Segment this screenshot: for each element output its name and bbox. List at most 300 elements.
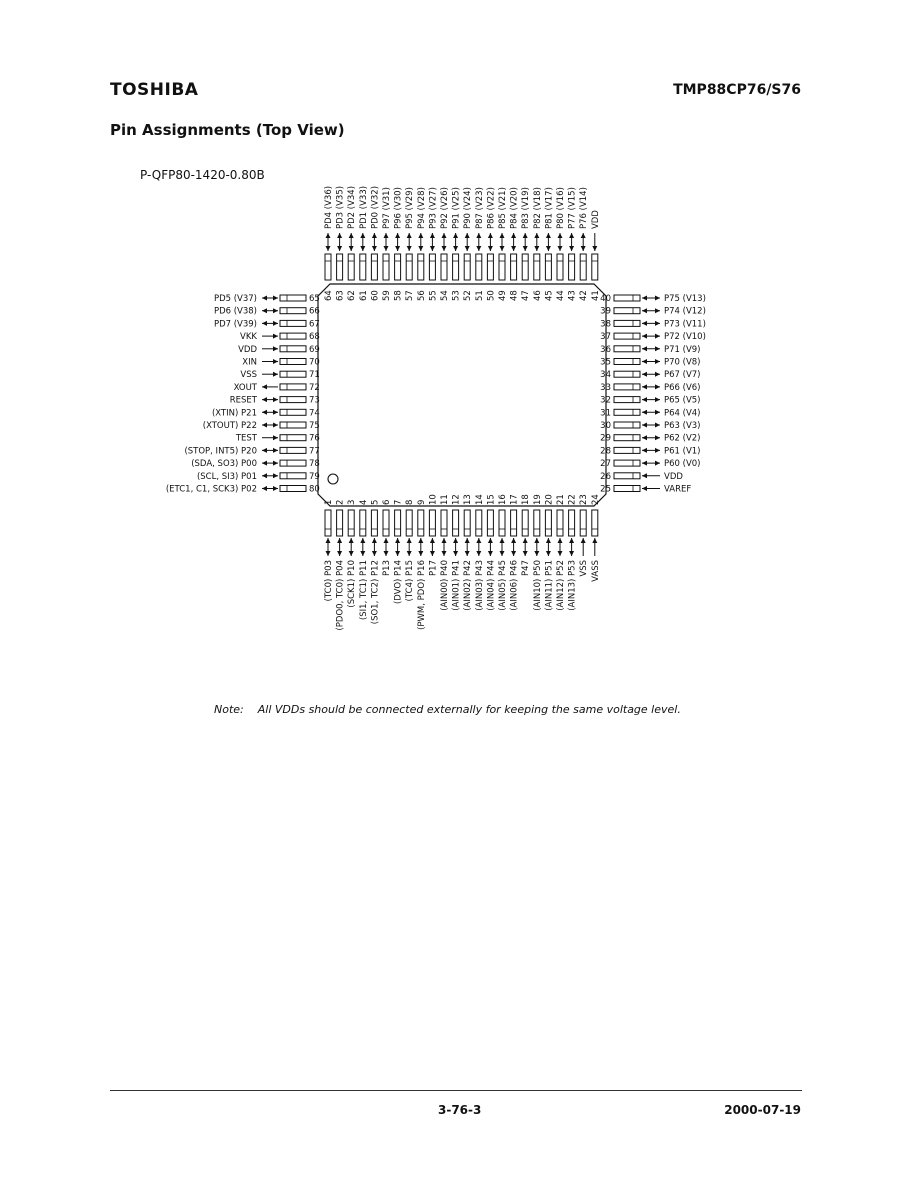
pin-lead (325, 254, 331, 280)
pin-lead (429, 254, 435, 280)
arrow-head (384, 538, 389, 543)
pin-lead (487, 510, 493, 536)
pin-label: P94 (V28) (416, 187, 427, 229)
pin-label: PD6 (V38) (213, 306, 257, 317)
pin-number: 55 (428, 290, 439, 301)
pin-lead (383, 254, 389, 280)
pin-number: 46 (532, 290, 543, 301)
pin-lead (614, 320, 640, 326)
pin-number: 62 (347, 290, 358, 301)
pin-lead (614, 371, 640, 377)
pin-label: P73 (V11) (664, 319, 706, 330)
pin-number: 23 (579, 494, 590, 505)
pin-lead (453, 254, 459, 280)
arrow-head (262, 321, 267, 326)
pin-label: P97 (V31) (382, 187, 392, 229)
arrow-head (273, 486, 278, 491)
arrow-head (360, 551, 365, 556)
pin-number: 10 (428, 494, 439, 505)
arrow-head (655, 384, 660, 389)
pin-lead (406, 254, 412, 280)
pin-label: (PDO0, TC0) P04 (335, 560, 346, 631)
arrow-head (546, 551, 551, 556)
arrow-head (337, 551, 342, 556)
footer-rule (110, 1090, 802, 1091)
pin-label: (DVO) P14 (393, 560, 404, 605)
arrow-head (500, 246, 505, 251)
pin-label: (AIN05) P45 (498, 560, 508, 611)
pin-lead (406, 510, 412, 536)
pin-lead (280, 371, 306, 377)
arrow-head (476, 246, 481, 251)
arrow-head (511, 551, 516, 556)
pin-number: 67 (309, 319, 320, 330)
arrow-head (642, 448, 647, 453)
arrow-head (273, 372, 278, 377)
pin-number: 17 (509, 494, 520, 505)
arrow-head (500, 538, 505, 543)
pin-label: (SCK1) P10 (347, 560, 358, 608)
arrow-head (592, 246, 597, 251)
pin-lead (522, 254, 528, 280)
pin-lead (580, 510, 586, 536)
pin-number: 39 (600, 306, 611, 317)
pin-lead (614, 422, 640, 428)
pin-lead (395, 510, 401, 536)
pin-label: P74 (V12) (664, 306, 706, 317)
pin-lead (592, 254, 598, 280)
arrow-head (511, 233, 516, 238)
arrow-head (349, 551, 354, 556)
pin-label: (SI1, TC1) P11 (358, 560, 369, 621)
arrow-head (337, 233, 342, 238)
pin-label: P86 (V22) (486, 187, 497, 229)
arrow-head (349, 246, 354, 251)
arrow-head (655, 435, 660, 440)
pin-label: PD3 (V35) (335, 185, 346, 229)
pin-number: 33 (600, 382, 611, 393)
pin-lead (348, 510, 354, 536)
arrow-head (569, 551, 574, 556)
part-number: TMP88CP76/S76 (673, 82, 801, 98)
pin-lead (580, 254, 586, 280)
arrow-head (642, 346, 647, 351)
pin-label: P47 (521, 560, 532, 576)
arrow-head (465, 551, 470, 556)
pin-label: P83 (V19) (521, 187, 532, 229)
pin-lead (545, 510, 551, 536)
arrow-head (262, 384, 267, 389)
arrow-head (360, 246, 365, 251)
arrow-head (655, 410, 660, 415)
arrow-head (655, 296, 660, 301)
pin-number: 7 (393, 499, 404, 505)
arrow-head (407, 551, 412, 556)
pin-label: VDD (664, 471, 683, 482)
arrow-head (273, 397, 278, 402)
pin-number: 80 (309, 484, 320, 495)
pin-number: 13 (463, 494, 474, 505)
arrow-head (500, 233, 505, 238)
pin-label: VKK (240, 332, 257, 343)
arrow-head (534, 233, 539, 238)
pin-lead (348, 254, 354, 280)
arrow-head (407, 246, 412, 251)
pin-lead (360, 510, 366, 536)
arrow-head (642, 423, 647, 428)
pin-lead (557, 254, 563, 280)
pin-number: 69 (309, 344, 320, 355)
arrow-head (337, 246, 342, 251)
pin-number: 58 (393, 290, 404, 301)
pin-lead (280, 460, 306, 466)
pin-number: 44 (556, 290, 566, 301)
arrow-head (395, 246, 400, 251)
pin-lead (280, 308, 306, 314)
pin-label: (AIN01) P41 (451, 560, 462, 611)
pin-number: 5 (370, 499, 381, 505)
pin-label: (SDA, SO3) P00 (191, 459, 257, 470)
arrow-head (511, 538, 516, 543)
page-number: 3-76-3 (438, 1103, 482, 1117)
pin-label: PD7 (V39) (213, 319, 257, 330)
pin-label: (AIN11) P51 (544, 560, 555, 611)
pin-label: P84 (V20) (509, 187, 520, 229)
pin-lead (614, 409, 640, 415)
arrow-head (488, 233, 493, 238)
pin-lead (592, 510, 598, 536)
arrow-head (488, 538, 493, 543)
arrow-head (546, 246, 551, 251)
pin-lead (511, 254, 517, 280)
arrow-head (273, 308, 278, 313)
pin-label: (AIN04) P44 (486, 560, 497, 611)
arrow-head (569, 246, 574, 251)
pin-label: P87 (V23) (474, 187, 485, 229)
arrow-head (655, 321, 660, 326)
pin-number: 50 (486, 290, 497, 301)
arrow-head (326, 233, 331, 238)
arrow-head (642, 461, 647, 466)
arrow-head (273, 321, 278, 326)
arrow-head (326, 246, 331, 251)
pin-number: 66 (309, 306, 320, 317)
pin-lead (418, 510, 424, 536)
pin-number: 42 (579, 290, 590, 301)
pin-number: 73 (309, 395, 320, 406)
pin-number: 52 (463, 290, 474, 301)
pin-lead (569, 254, 575, 280)
arrow-head (407, 233, 412, 238)
pin-number: 63 (335, 290, 346, 301)
brand-logo: TOSHIBA (110, 80, 199, 100)
pin-label: (SCL, SI3) P01 (196, 471, 257, 482)
arrow-head (442, 233, 447, 238)
pin-lead (280, 295, 306, 301)
pin-lead (545, 254, 551, 280)
arrow-head (642, 486, 647, 491)
arrow-head (453, 246, 458, 251)
arrow-head (655, 359, 660, 364)
arrow-head (372, 246, 377, 251)
pin-label: (AIN06) P46 (509, 560, 520, 611)
arrow-head (262, 448, 267, 453)
pin-label: P93 (V27) (428, 187, 439, 229)
pin-lead (534, 254, 540, 280)
pin-label: (AIN03) P43 (474, 560, 485, 611)
arrow-head (384, 551, 389, 556)
arrow-head (262, 410, 267, 415)
pin-label: P63 (V3) (664, 421, 701, 431)
pin-number: 68 (309, 332, 320, 343)
pin-label: PD2 (V34) (347, 185, 358, 229)
arrow-head (642, 384, 647, 389)
arrow-head (262, 461, 267, 466)
pin-lead (614, 447, 640, 453)
pin-number: 32 (600, 395, 611, 406)
pin-lead (280, 346, 306, 352)
pin-number: 14 (474, 494, 485, 505)
pin-number: 77 (309, 446, 320, 457)
pin-lead (280, 422, 306, 428)
pin-number: 37 (600, 332, 611, 343)
pin-number: 54 (440, 290, 450, 301)
arrow-head (273, 461, 278, 466)
pin-number: 60 (370, 290, 381, 301)
pin-label: (AIN12) P52 (556, 560, 566, 611)
pin-label: VSS (579, 560, 590, 577)
pin-number: 28 (600, 446, 611, 457)
pin-label: (AIN10) P50 (532, 560, 543, 611)
pin-number: 27 (600, 459, 611, 470)
pin-lead (280, 473, 306, 479)
pin-label: VAREF (664, 484, 692, 495)
pin-label: (XTOUT) P22 (202, 421, 257, 431)
pin-lead (511, 510, 517, 536)
arrow-head (453, 233, 458, 238)
arrow-head (262, 423, 267, 428)
pin-lead (614, 486, 640, 492)
pin-label: P60 (V0) (664, 459, 701, 470)
arrow-head (655, 346, 660, 351)
pin-lead (441, 254, 447, 280)
arrow-head (372, 551, 377, 556)
pin-label: P95 (V29) (405, 187, 416, 229)
arrow-head (453, 538, 458, 543)
pin-label: VDD (238, 344, 257, 355)
arrow-head (453, 551, 458, 556)
pin-number: 19 (532, 494, 543, 505)
pin-number: 11 (440, 494, 450, 505)
pin-lead (499, 510, 505, 536)
arrow-head (360, 538, 365, 543)
pin-number: 4 (358, 499, 369, 505)
arrow-head (642, 410, 647, 415)
pin-number: 30 (600, 421, 611, 431)
pin-lead (371, 510, 377, 536)
pin-number: 1 (324, 499, 334, 505)
pin-label: (STOP, INT5) P20 (184, 446, 257, 457)
pin-label: (XTIN) P21 (211, 408, 257, 419)
arrow-head (273, 296, 278, 301)
pin-lead (569, 510, 575, 536)
arrow-head (384, 246, 389, 251)
arrow-head (418, 246, 423, 251)
pin-number: 70 (309, 357, 320, 368)
pin-label: VDD (590, 210, 601, 229)
arrow-head (642, 321, 647, 326)
pin-number: 78 (309, 459, 320, 470)
arrow-head (442, 551, 447, 556)
arrow-head (558, 538, 563, 543)
pin-label: RESET (229, 395, 257, 406)
arrow-head (558, 551, 563, 556)
pin-lead (383, 510, 389, 536)
arrow-head (430, 551, 435, 556)
pin-label: VASS (590, 560, 601, 582)
pin-label: (ETC1, C1, SCK3) P02 (165, 484, 257, 495)
pin-number: 43 (567, 290, 578, 301)
arrow-head (465, 538, 470, 543)
arrow-head (642, 296, 647, 301)
pin-number: 59 (382, 290, 392, 301)
pin-label: PD0 (V32) (370, 185, 381, 229)
pin-number: 21 (556, 494, 566, 505)
note (214, 703, 681, 716)
pin-label: XIN (242, 357, 257, 368)
pin-number: 51 (474, 290, 485, 301)
pin-lead (522, 510, 528, 536)
pin-label: P85 (V21) (498, 187, 508, 229)
pin-label: (AIN00) P40 (440, 560, 450, 611)
arrow-head (326, 551, 331, 556)
pin-number: 31 (600, 408, 611, 419)
pin-number: 49 (498, 290, 508, 301)
pin-number: 36 (600, 344, 611, 355)
arrow-head (442, 538, 447, 543)
pin-label: P64 (V4) (664, 408, 701, 419)
arrow-head (262, 397, 267, 402)
pin-lead (280, 447, 306, 453)
arrow-head (488, 246, 493, 251)
arrow-head (465, 246, 470, 251)
pin-number: 6 (382, 499, 392, 505)
arrow-head (326, 538, 331, 543)
pin-lead (418, 254, 424, 280)
pin-number: 18 (521, 494, 532, 505)
pin-number: 8 (405, 499, 416, 505)
arrow-head (395, 551, 400, 556)
arrow-head (372, 233, 377, 238)
arrow-head (273, 334, 278, 339)
pin1-marker (328, 474, 338, 484)
pin-label: P17 (428, 560, 439, 576)
pin-label: (SO1, TC2) P12 (370, 560, 381, 625)
pin-lead (395, 254, 401, 280)
pin-lead (614, 384, 640, 390)
arrow-head (273, 473, 278, 478)
pin-lead (476, 510, 482, 536)
note-text: All VDDs should be connected externally for keeping the same voltage level. (257, 703, 681, 716)
pin-lead (280, 397, 306, 403)
pin-lead (534, 510, 540, 536)
arrow-head (273, 448, 278, 453)
arrow-head (262, 308, 267, 313)
pin-label: P91 (V25) (451, 187, 462, 229)
pin-number: 20 (544, 494, 555, 505)
arrow-head (655, 308, 660, 313)
arrow-head (581, 233, 586, 238)
pin-number: 79 (309, 471, 320, 482)
arrow-head (407, 538, 412, 543)
pin-label: P13 (382, 560, 392, 576)
arrow-head (442, 246, 447, 251)
pin-label: P70 (V8) (664, 357, 701, 368)
pin-lead (614, 473, 640, 479)
pin-lead (487, 254, 493, 280)
arrow-head (642, 308, 647, 313)
arrow-head (511, 246, 516, 251)
arrow-head (262, 473, 267, 478)
arrow-head (273, 435, 278, 440)
pin-number: 64 (324, 290, 334, 301)
pin-lead (499, 254, 505, 280)
pin-number: 22 (567, 494, 578, 505)
arrow-head (642, 397, 647, 402)
arrow-head (349, 233, 354, 238)
arrow-head (476, 233, 481, 238)
arrow-head (523, 233, 528, 238)
pin-label: XOUT (233, 382, 257, 393)
pin-number: 57 (405, 290, 416, 301)
arrow-head (372, 538, 377, 543)
pin-lead (280, 359, 306, 365)
footer-date: 2000-07-19 (724, 1103, 801, 1117)
pin-label: P61 (V1) (664, 446, 701, 457)
arrow-head (581, 246, 586, 251)
pin-lead (614, 435, 640, 441)
arrow-head (349, 538, 354, 543)
pin-lead (614, 333, 640, 339)
arrow-head (273, 423, 278, 428)
arrow-head (523, 538, 528, 543)
package-label: P-QFP80-1420-0.80B (140, 168, 265, 182)
pin-number: 76 (309, 433, 320, 444)
arrow-head (523, 246, 528, 251)
pin-lead (441, 510, 447, 536)
pin-label: P80 (V16) (556, 187, 566, 229)
pin-label: PD5 (V37) (213, 294, 257, 304)
pin-lead (464, 254, 470, 280)
arrow-head (273, 359, 278, 364)
arrow-head (534, 551, 539, 556)
arrow-head (642, 372, 647, 377)
pin-label: P81 (V17) (544, 187, 555, 229)
pin-label: PD4 (V36) (324, 185, 334, 229)
pin-lead (280, 435, 306, 441)
ic-body (318, 284, 606, 506)
arrow-head (642, 359, 647, 364)
pin-label: P65 (V5) (664, 395, 701, 406)
pin-lead (280, 333, 306, 339)
pin-label: P72 (V10) (664, 332, 706, 343)
arrow-head (642, 473, 647, 478)
pin-number: 34 (600, 370, 611, 381)
note-label: Note: (214, 703, 244, 716)
arrow-head (500, 551, 505, 556)
pin-label: P75 (V13) (664, 294, 706, 304)
pin-lead (360, 254, 366, 280)
